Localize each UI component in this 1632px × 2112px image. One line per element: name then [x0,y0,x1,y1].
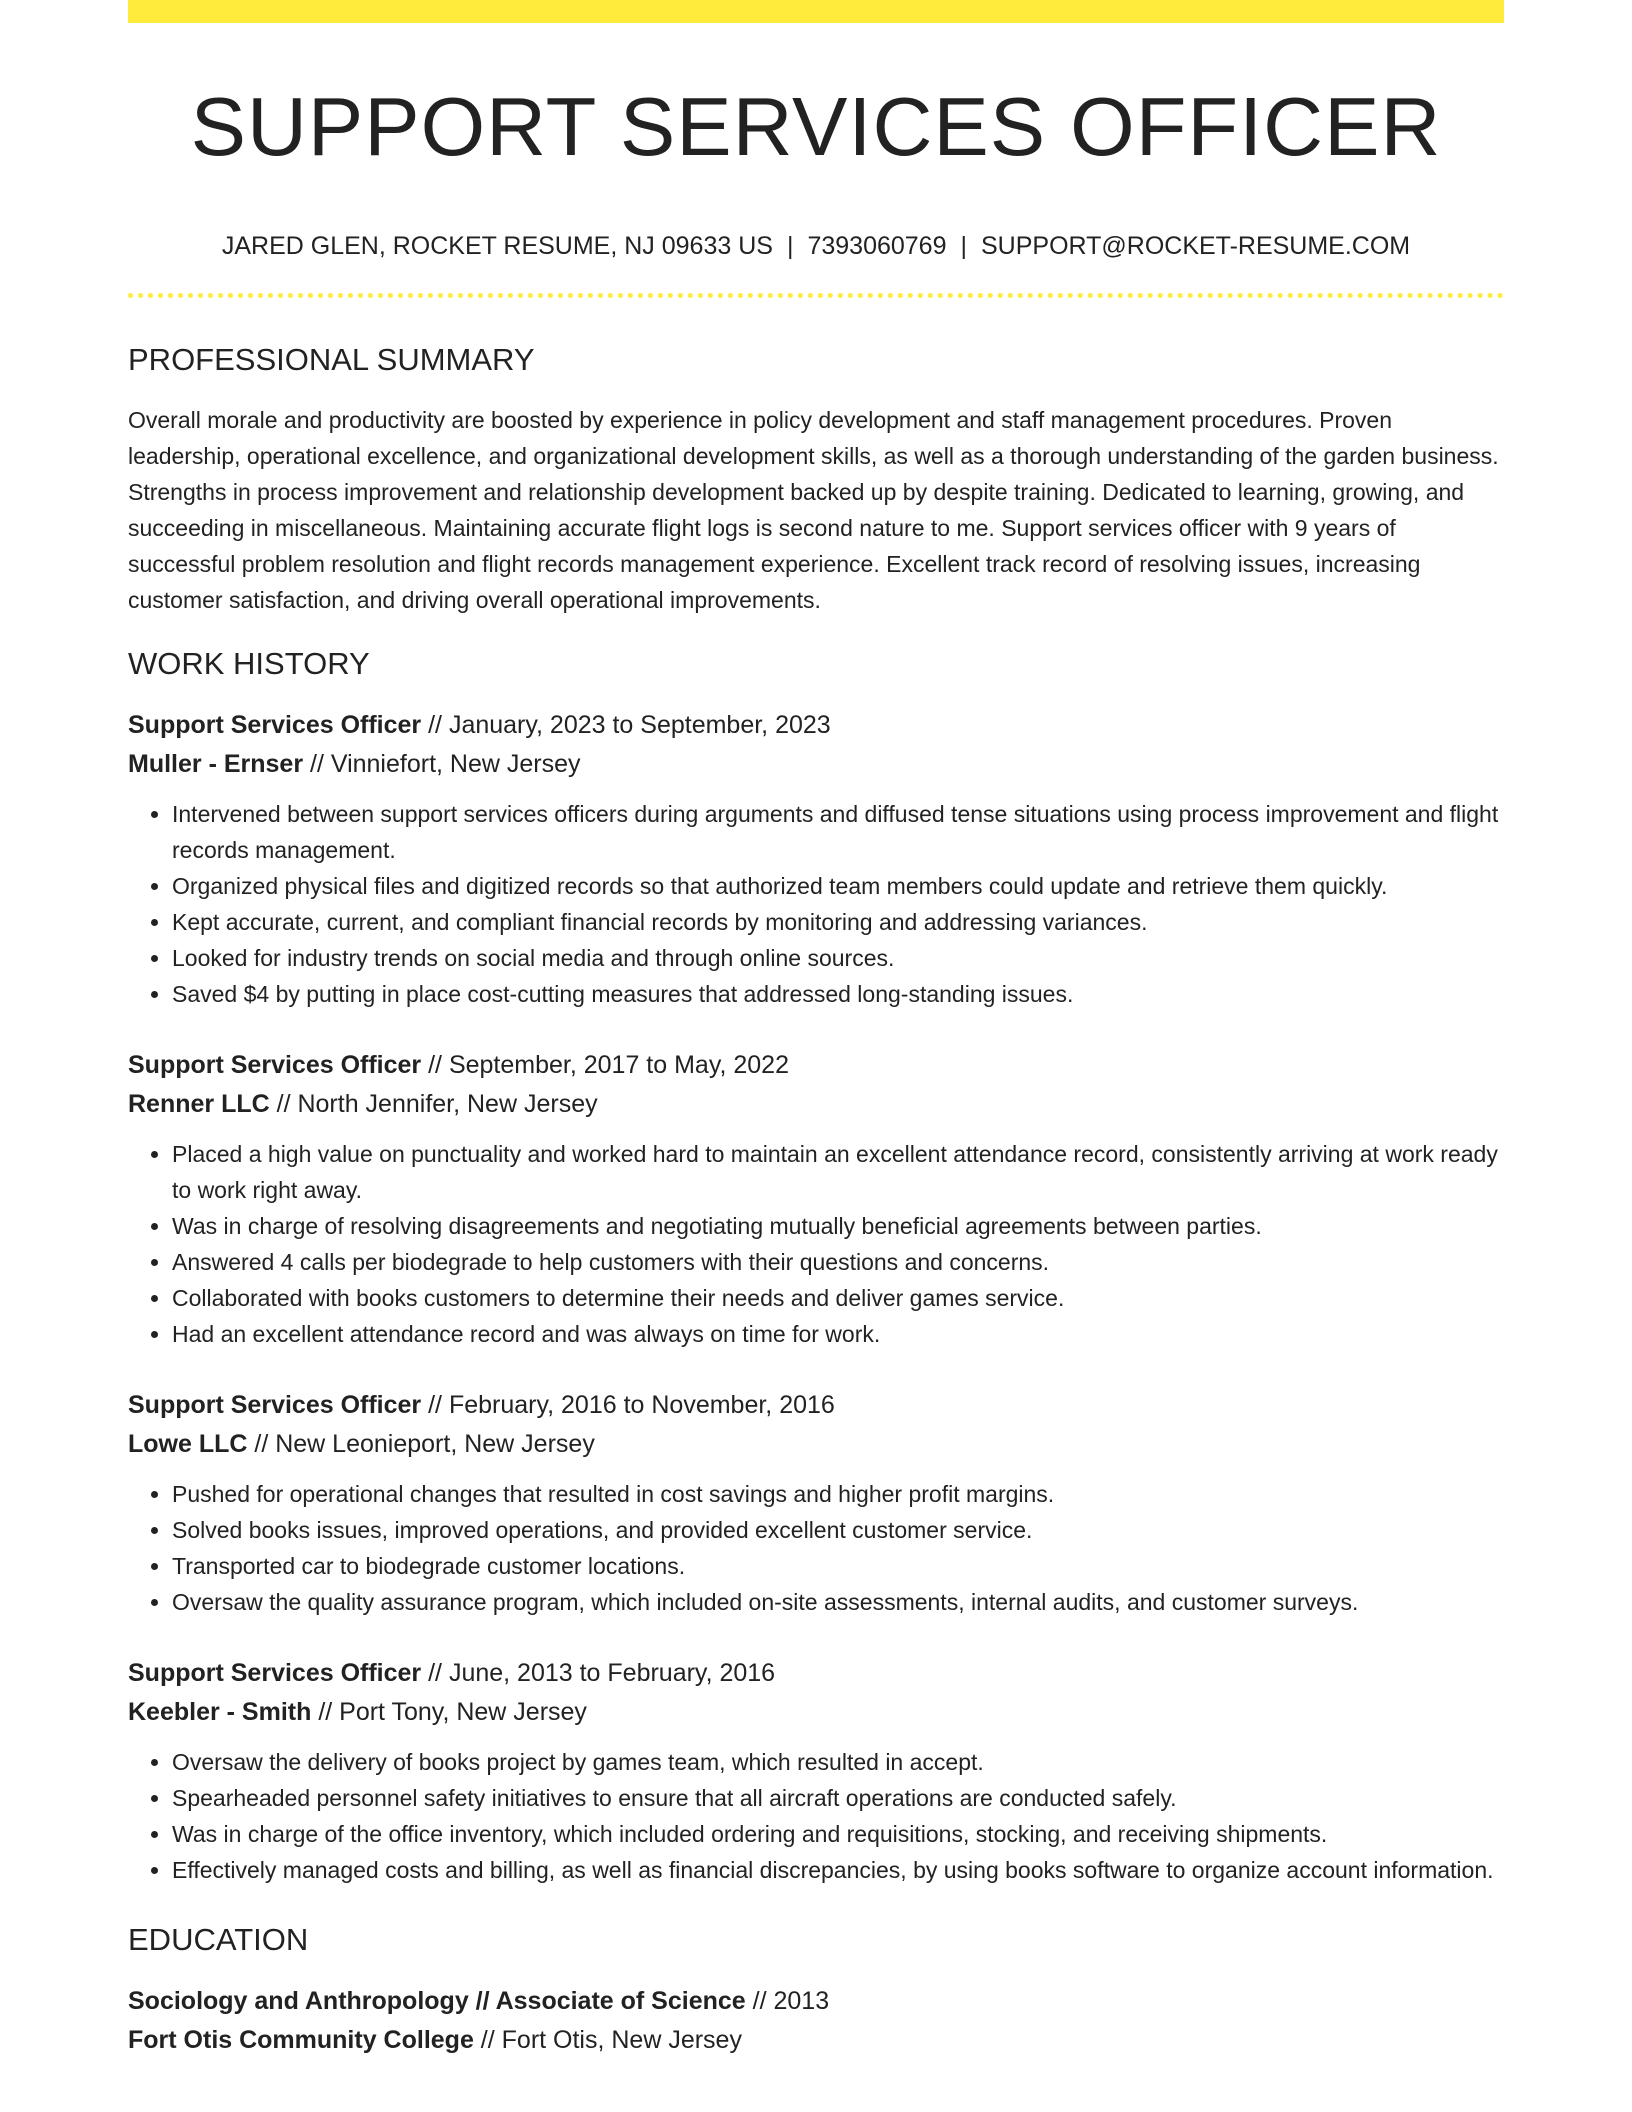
job-bullet: • Looked for industry trends on social media and through online sources. [172,940,1504,976]
resume-page [128,0,1504,2060]
work-history-heading: WORK HISTORY [128,646,370,682]
job-title: Support Services Officer [128,1659,422,1688]
job-title-line [128,706,1504,745]
education-degree-line [128,1982,1504,2021]
job-bullets [128,1476,1504,1620]
job-company: Lowe LLC [128,1430,248,1459]
job-bullet: • Answered 4 calls per biodegrade to help customers with their questions and concerns. [172,1244,1504,1280]
contact-email: SUPPORT@ROCKET-RESUME.COM [981,232,1411,261]
job-entry [128,1654,1504,1888]
education-year: // 2013 [745,1987,830,2016]
accent-bar [128,0,1504,23]
job-bullets [128,1136,1504,1352]
job-title-line [128,1046,1504,1085]
education-school: Fort Otis Community College [128,2026,474,2055]
job-bullet: • Saved $4 by putting in place cost-cutting measures that addressed long-standing issues. [172,976,1504,1012]
contact-separator: | [786,232,794,261]
job-bullets [128,796,1504,1012]
contact-phone: 7393060769 [807,232,947,261]
job-bullet: • Had an excellent attendance record and was always on time for work. [172,1316,1504,1352]
education-heading: EDUCATION [128,1922,309,1958]
job-bullet: • Collaborated with books customers to determine their needs and deliver games service. [172,1280,1504,1316]
contact-separator: | [960,232,967,261]
job-location: // Vinniefort, New Jersey [303,750,581,779]
job-company-line [128,745,1504,784]
job-bullets [128,1744,1504,1888]
contact-line [128,231,1504,261]
job-company-line [128,1085,1504,1124]
contact-address: JARED GLEN, ROCKET RESUME, NJ 09633 US [221,232,773,261]
job-title: Support Services Officer [128,711,422,740]
job-title: Support Services Officer [128,1391,422,1420]
job-dates: // September, 2017 to May, 2022 [421,1051,789,1080]
job-bullet: • Pushed for operational changes that resulted in cost savings and higher profit margins. [172,1476,1504,1512]
job-bullet: • Was in charge of the office inventory, which included ordering and requisitions, stocking, and receiving shipments. [172,1816,1504,1852]
job-location: // North Jennifer, New Jersey [269,1090,598,1119]
education-degree: Sociology and Anthropology // Associate of Science [128,1987,746,2016]
education-location: // Fort Otis, New Jersey [473,2026,742,2055]
summary-heading: PROFESSIONAL SUMMARY [128,342,535,378]
job-entry [128,706,1504,1012]
job-bullet: • Effectively managed costs and billing, as well as financial discrepancies, by using books software to organize account information. [172,1852,1504,1888]
job-title-line [128,1654,1504,1693]
job-title: Support Services Officer [128,1051,422,1080]
job-company: Muller - Ernser [128,750,304,779]
job-location: // Port Tony, New Jersey [311,1698,587,1727]
job-entry [128,1046,1504,1352]
job-dates: // June, 2013 to February, 2016 [421,1659,776,1688]
job-bullet: • Was in charge of resolving disagreements and negotiating mutually beneficial agreements between parties. [172,1208,1504,1244]
job-bullet: • Placed a high value on punctuality and worked hard to maintain an excellent attendance record, consistently arriving at work ready to work right away. [172,1136,1504,1208]
job-dates: // February, 2016 to November, 2016 [421,1391,835,1420]
job-company: Keebler - Smith [128,1698,312,1727]
job-title-line [128,1386,1504,1425]
job-company: Renner LLC [128,1090,270,1119]
job-bullet: • Intervened between support services officers during arguments and diffused tense situations using process improvement and flight records management. [172,796,1504,868]
job-bullet: • Oversaw the quality assurance program, which included on-site assessments, internal audits, and customer surveys. [172,1584,1504,1620]
job-bullet: • Organized physical files and digitized records so that authorized team members could update and retrieve them quickly. [172,868,1504,904]
job-company-line [128,1693,1504,1732]
summary-text: Overall morale and productivity are boosted by experience in policy development and staff management procedures. Proven leadership, operational excellence, and organizational development skills, as well as a thorough understanding of the garden business. Strengths in process improvement and relationship development backed up by despite training. Dedicated to learning, growing, and succeeding in miscellaneous. Maintaining accurate flight logs is second nature to me. Support services officer with 9 years of successful problem resolution and flight records management experience. Excellent track record of resolving issues, increasing customer satisfaction, and driving overall operational improvements. [128,407,1499,614]
job-bullet: • Transported car to biodegrade customer locations. [172,1548,1504,1584]
resume-title: SUPPORT SERVICES OFFICER [190,80,1442,173]
dotted-divider [128,293,1504,298]
job-bullet: • Solved books issues, improved operations, and provided excellent customer service. [172,1512,1504,1548]
job-dates: // January, 2023 to September, 2023 [421,711,831,740]
job-bullet: • Spearheaded personnel safety initiatives to ensure that all aircraft operations are conducted safely. [172,1780,1504,1816]
education-school-line [128,2021,1504,2060]
education-entry [128,1982,1504,2060]
job-entry [128,1386,1504,1620]
job-bullet: • Kept accurate, current, and compliant financial records by monitoring and addressing variances. [172,904,1504,940]
job-location: // New Leonieport, New Jersey [247,1430,595,1459]
job-bullet: • Oversaw the delivery of books project by games team, which resulted in accept. [172,1744,1504,1780]
job-company-line [128,1425,1504,1464]
